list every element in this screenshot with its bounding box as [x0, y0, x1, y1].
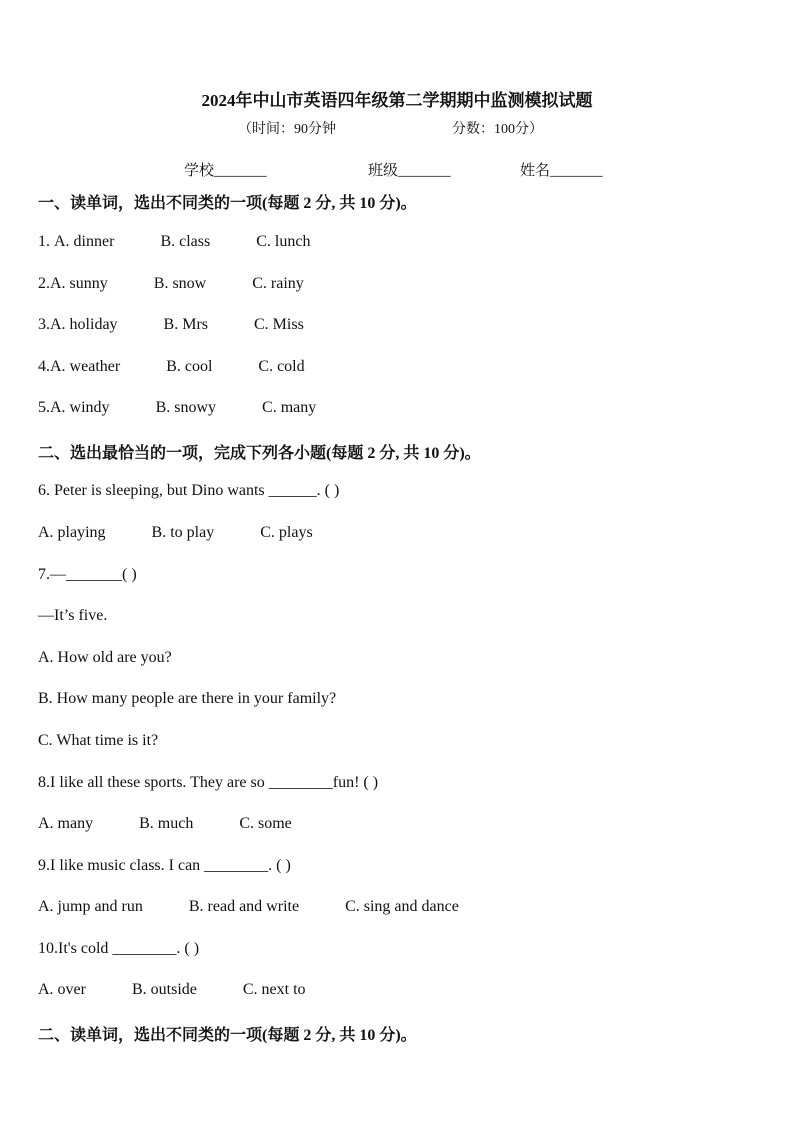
option-b: B. class	[160, 233, 211, 250]
option-a: A. many	[38, 815, 94, 832]
option-a: A. dinner	[54, 233, 115, 250]
option-a: A. playing	[38, 524, 106, 541]
option-a: A. windy	[50, 399, 110, 416]
option-b: B. much	[139, 815, 194, 832]
option-b: B. read and write	[188, 898, 300, 915]
question-7-answer: —It’s five.	[38, 607, 108, 624]
school-field: 学校_______	[184, 163, 267, 179]
option-a: A. holiday	[50, 316, 118, 333]
option-c: C. next to	[242, 981, 306, 998]
question-10-stem: 10.It's cold ________. ( )	[38, 940, 200, 957]
option-c: C. some	[239, 815, 292, 832]
option-c: C. sing and dance	[345, 898, 459, 915]
question-10-options	[38, 981, 306, 999]
section-heading-1: 一、读单词，选出不同类的一项(每题 2 分, 共 10 分)。	[38, 195, 417, 212]
option-b: B. Mrs	[163, 316, 208, 333]
question-2	[38, 275, 304, 293]
question-number: 5.	[38, 399, 50, 416]
option-b: B. snowy	[155, 399, 217, 416]
option-a: A. How old are you?	[38, 649, 172, 666]
option-b: B. How many people are there in your family?	[38, 690, 337, 707]
option-a: A. weather	[50, 358, 121, 375]
option-a: A. jump and run	[38, 898, 143, 915]
option-c: C. lunch	[256, 233, 311, 250]
page-title: 2024年中山市英语四年级第二学期期中监测模拟试题	[201, 91, 593, 110]
question-6-options	[38, 524, 313, 542]
question-5	[38, 399, 316, 417]
question-8-stem: 8.I like all these sports. They are so ________fun! ( )	[38, 774, 379, 791]
class-field: 班级_______	[368, 163, 451, 179]
exam-time: （时间：90分钟	[238, 122, 336, 137]
option-c: C. plays	[260, 524, 313, 541]
section-heading-2: 二、选出最恰当的一项，完成下列各小题(每题 2 分, 共 10 分)。	[38, 445, 481, 462]
question-9-options	[38, 898, 459, 916]
option-a: A. over	[38, 981, 86, 998]
option-b: B. to play	[151, 524, 215, 541]
question-7-stem: 7.—_______( )	[38, 566, 137, 583]
question-9-stem: 9.I like music class. I can ________. ( )	[38, 857, 291, 874]
question-6-stem: 6. Peter is sleeping, but Dino wants ______. ( )	[38, 482, 340, 499]
name-field: 姓名_______	[520, 163, 603, 179]
question-number: 4.	[38, 358, 50, 375]
question-3	[38, 316, 304, 334]
option-c: C. What time is it?	[38, 732, 159, 749]
option-c: C. cold	[258, 358, 305, 375]
option-c: C. rainy	[252, 275, 304, 292]
question-number: 1.	[38, 233, 54, 250]
option-b: B. snow	[153, 275, 207, 292]
exam-score: 分数：100分）	[452, 122, 543, 137]
question-8-options	[38, 815, 292, 833]
section-heading-3: 二、读单词，选出不同类的一项(每题 2 分, 共 10 分)。	[38, 1027, 417, 1044]
option-a: A. sunny	[50, 275, 108, 292]
question-number: 3.	[38, 316, 50, 333]
option-c: C. many	[262, 399, 317, 416]
question-4	[38, 358, 305, 376]
option-b: B. outside	[131, 981, 197, 998]
question-1	[38, 233, 310, 251]
question-number: 2.	[38, 275, 50, 292]
option-b: B. cool	[166, 358, 213, 375]
option-c: C. Miss	[254, 316, 304, 333]
